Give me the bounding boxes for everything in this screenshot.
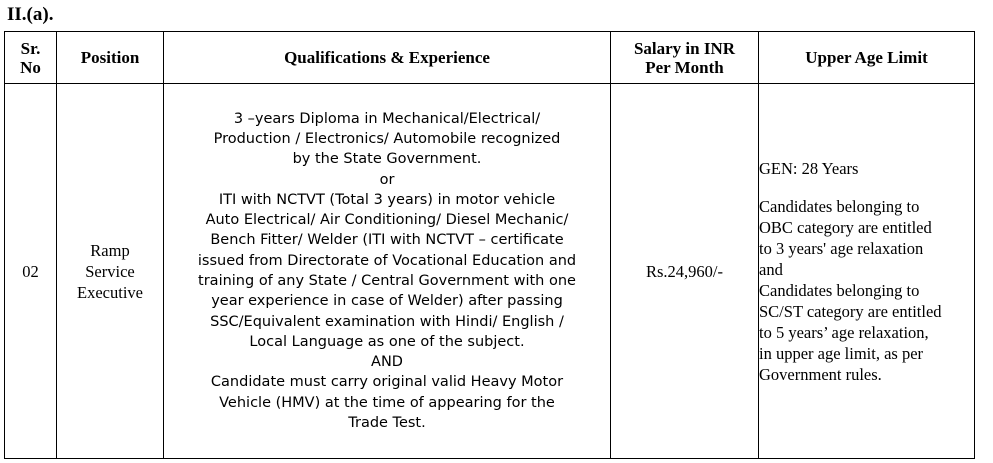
qualification-line: training of any State / Central Government with one	[198, 273, 576, 289]
position-line: Service	[85, 261, 135, 281]
age-relaxation-line: SC/ST category are entitled	[759, 301, 942, 321]
cell-age-limit	[759, 84, 975, 459]
cell-qualifications	[164, 84, 611, 459]
age-relaxation-line: to 5 years’ age relaxation,	[759, 322, 929, 342]
cell-salary: Rs.24,960/-	[611, 84, 759, 459]
cell-position	[57, 84, 164, 459]
header-salary-line-2: Per Month	[645, 57, 724, 77]
qualification-line: year experience in case of Welder) after passing	[211, 293, 563, 310]
qualification-line: Bench Fitter/ Welder (ITI with NCTVT – certificate	[210, 232, 564, 249]
table-row	[5, 84, 975, 459]
qualification-line: issued from Directorate of Vocational Education and	[197, 252, 577, 269]
age-relaxation-line: OBC category are entitled	[759, 217, 932, 237]
qualification-line: Production / Electronics/ Automobile recognized	[213, 130, 561, 147]
age-relaxation-line: and	[759, 259, 783, 279]
header-sr-no	[5, 32, 57, 84]
qualification-line: 3 –years Diploma in Mechanical/Electrical/	[233, 110, 541, 127]
header-sr-no-line-2: No	[20, 57, 41, 77]
qualification-line: Candidate must carry original valid Heavy Motor	[210, 374, 564, 391]
qualification-line: Trade Test.	[348, 415, 426, 432]
position-line: Executive	[77, 282, 143, 302]
header-sr-no-line-1: Sr.	[20, 38, 41, 58]
cell-sr-no: 02	[5, 84, 57, 459]
age-relaxation-line: Candidates belonging to	[759, 196, 920, 216]
header-salary	[611, 32, 759, 84]
qualification-line: SSC/Equivalent examination with Hindi/ English /	[210, 313, 564, 330]
qualification-line: Auto Electrical/ Air Conditioning/ Diesel Mechanic/	[205, 212, 569, 229]
qualification-line: AND	[371, 354, 403, 371]
age-relaxation-line: Candidates belonging to	[759, 280, 920, 300]
age-limit-general: GEN: 28 Years	[759, 158, 859, 178]
header-position: Position	[57, 32, 164, 84]
recruitment-table	[4, 31, 975, 459]
header-qualifications: Qualifications & Experience	[164, 32, 611, 84]
age-relaxation-line: Government rules.	[759, 364, 882, 384]
header-salary-line-1: Salary in INR	[633, 38, 736, 58]
qualification-line: by the State Government.	[292, 151, 482, 168]
qualification-line: or	[379, 171, 395, 188]
age-limit-spacer	[759, 179, 974, 196]
qualification-line: ITI with NCTVT (Total 3 years) in motor vehicle	[218, 191, 556, 208]
position-line: Ramp	[90, 240, 130, 260]
header-row	[5, 32, 975, 84]
qualification-line: Local Language as one of the subject.	[249, 333, 525, 350]
age-relaxation-line: to 3 years' age relaxation	[759, 238, 924, 258]
qualification-line: Vehicle (HMV) at the time of appearing for the	[219, 394, 555, 411]
header-age-limit: Upper Age Limit	[759, 32, 975, 84]
section-heading: II.(a).	[7, 4, 54, 25]
age-relaxation-line: in upper age limit, as per	[759, 343, 924, 363]
